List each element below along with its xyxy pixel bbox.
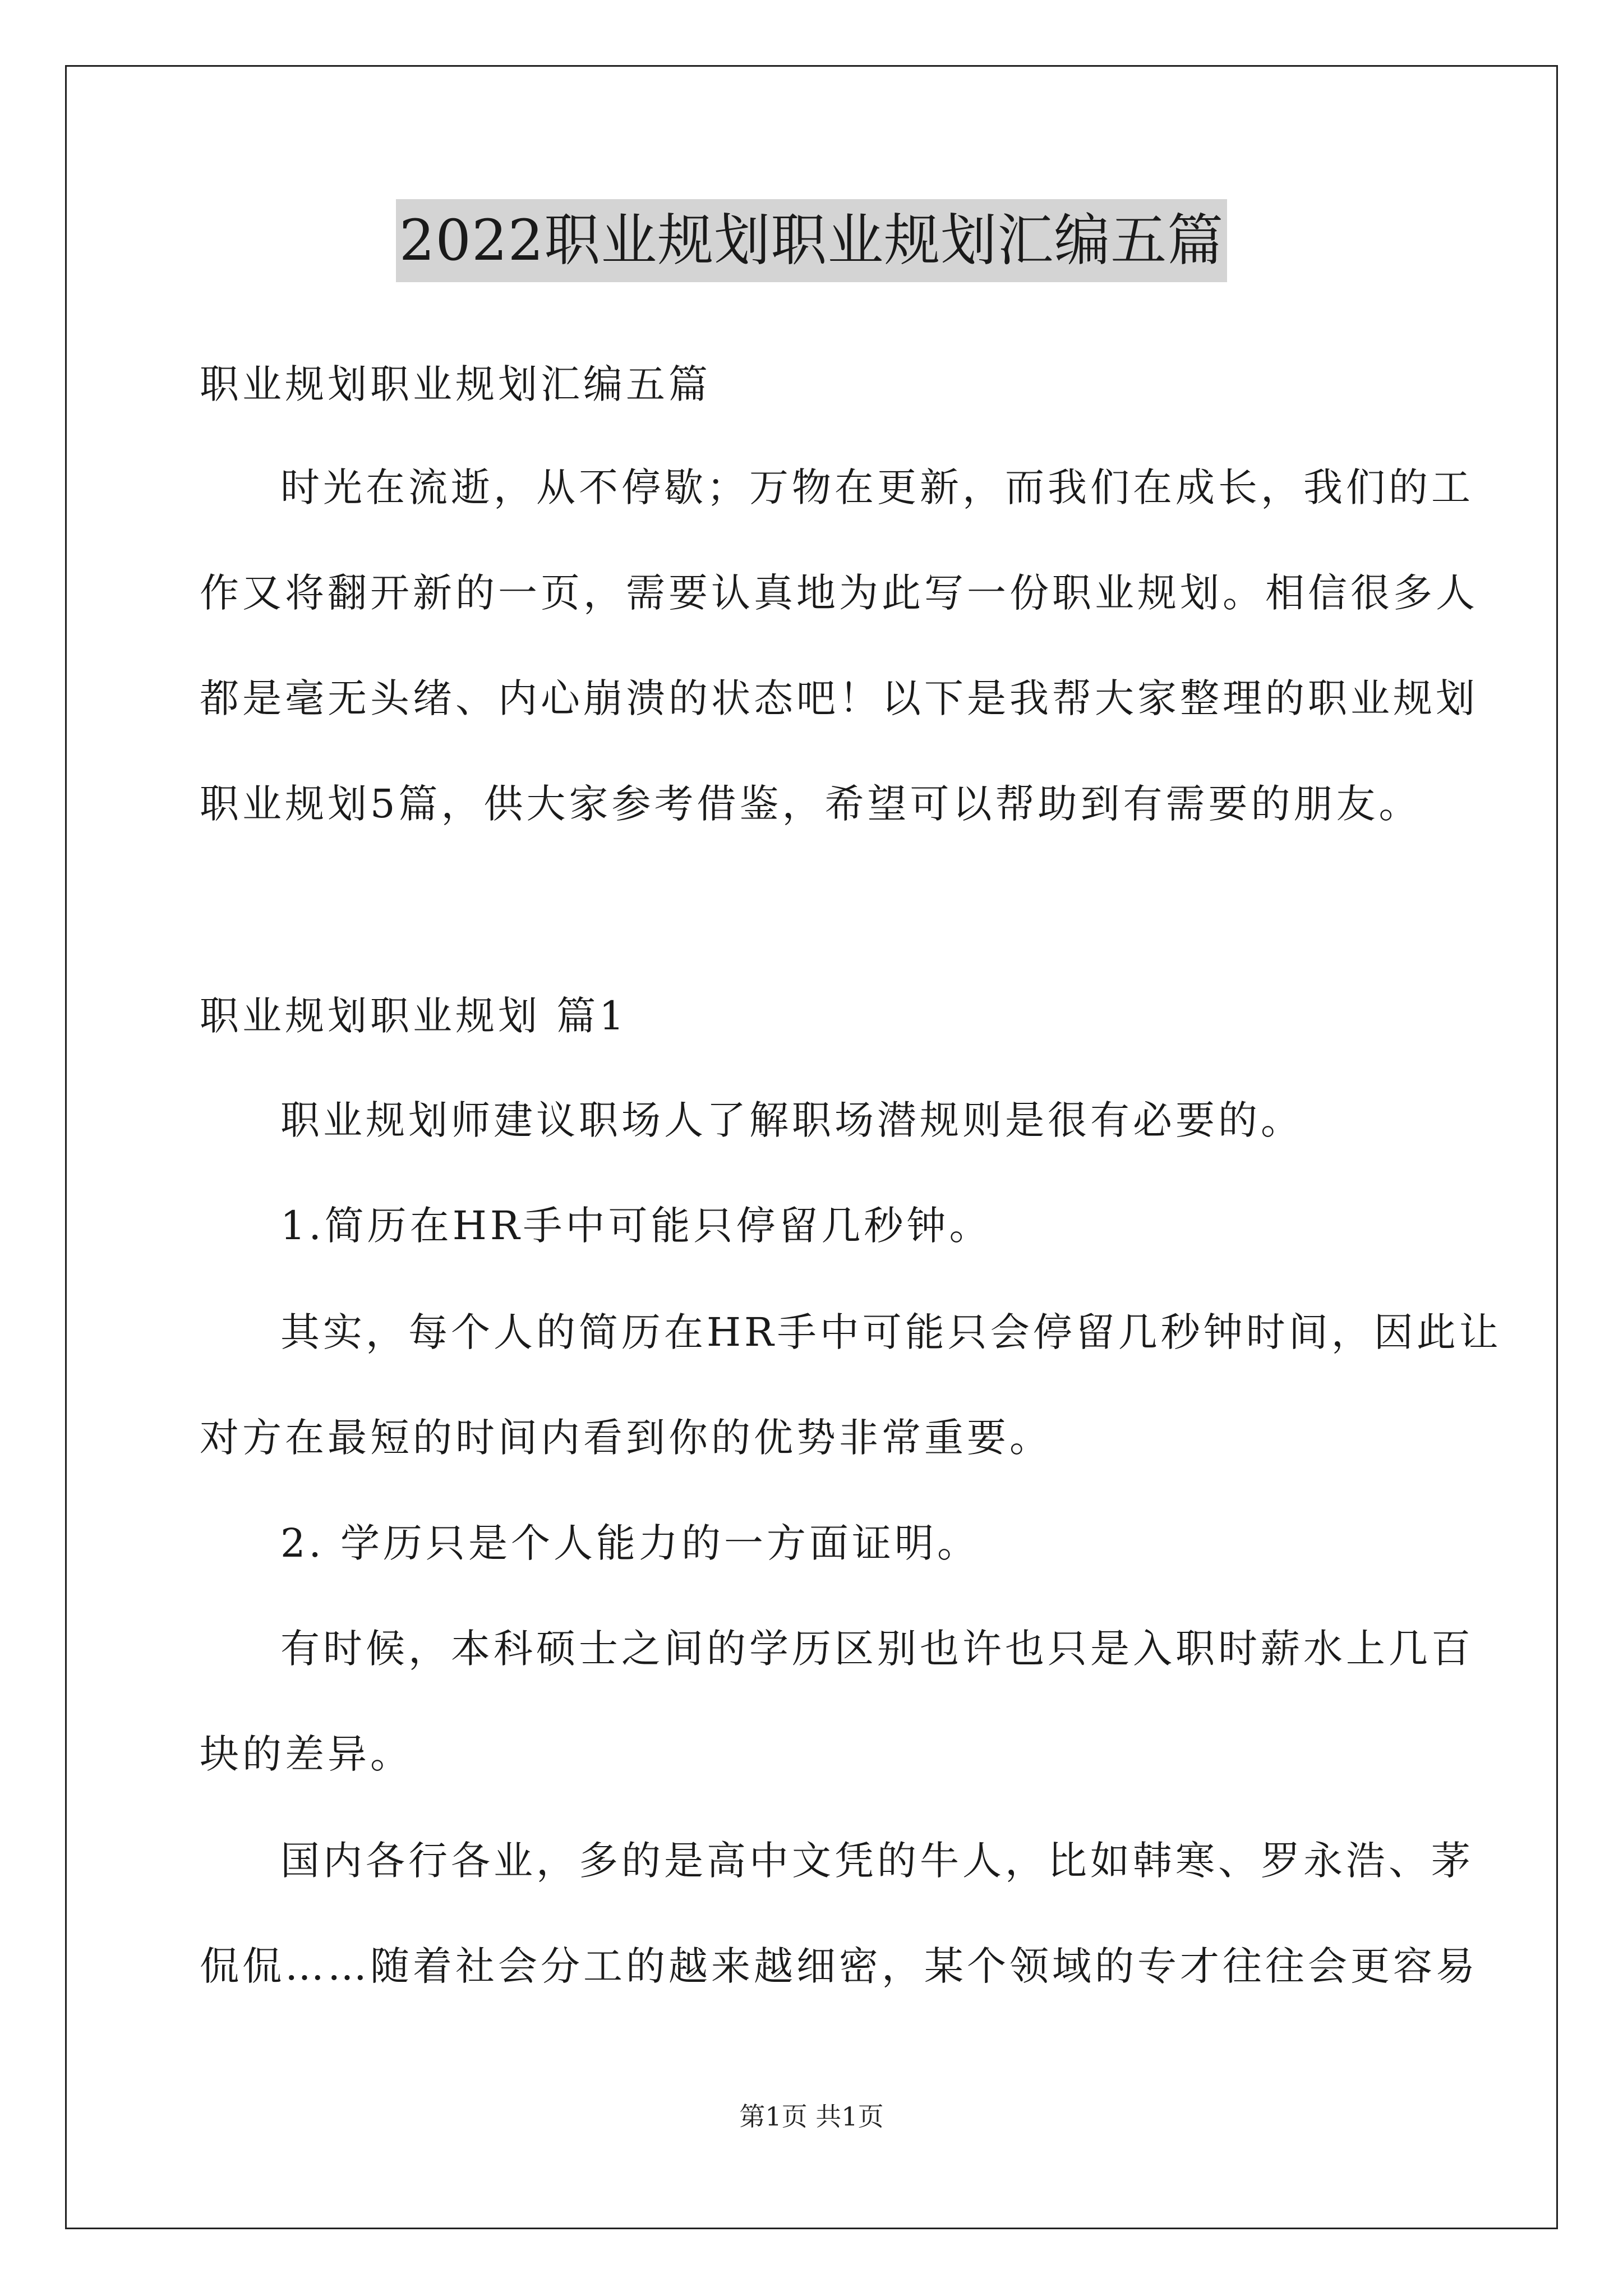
text-line: 职业规划5篇，供大家参考借鉴，希望可以帮助到有需要的朋友。	[200, 781, 1422, 827]
text-line: 都是毫无头绪、内心崩溃的状态吧！以下是我帮大家整理的职业规划	[200, 675, 1478, 721]
text-line: 作又将翻开新的一页，需要认真地为此写一份职业规划。相信很多人	[200, 570, 1478, 616]
text-line: 有时候，本科硕士之间的学历区别也许也只是入职时薪水上几百	[280, 1626, 1474, 1672]
page-footer: 第1页 共1页	[739, 2101, 884, 2132]
title-container	[0, 199, 1623, 282]
section-heading: 职业规划职业规划 篇1	[200, 993, 628, 1039]
text-line: 块的差异。	[200, 1731, 413, 1777]
text-line: 职业规划师建议职场人了解职场潜规则是很有必要的。	[280, 1097, 1303, 1143]
text-line: 国内各行各业，多的是高中文凭的牛人，比如韩寒、罗永浩、茅	[280, 1838, 1474, 1884]
document-title: 2022职业规划职业规划汇编五篇	[396, 199, 1228, 282]
text-line: 侃侃……随着社会分工的越来越细密，某个领域的专才往往会更容易	[200, 1943, 1478, 1989]
list-item-heading: 2. 学历只是个人能力的一方面证明。	[280, 1520, 980, 1566]
text-line-subtitle: 职业规划职业规划汇编五篇	[200, 361, 711, 407]
list-item-heading: 1.简历在HR手中可能只停留几秒钟。	[280, 1203, 992, 1249]
text-line: 对方在最短的时间内看到你的优势非常重要。	[200, 1415, 1052, 1461]
text-line: 其实，每个人的简历在HR手中可能只会停留几秒钟时间，因此让	[280, 1309, 1502, 1355]
text-line: 时光在流逝，从不停歇；万物在更新，而我们在成长，我们的工	[280, 464, 1474, 510]
